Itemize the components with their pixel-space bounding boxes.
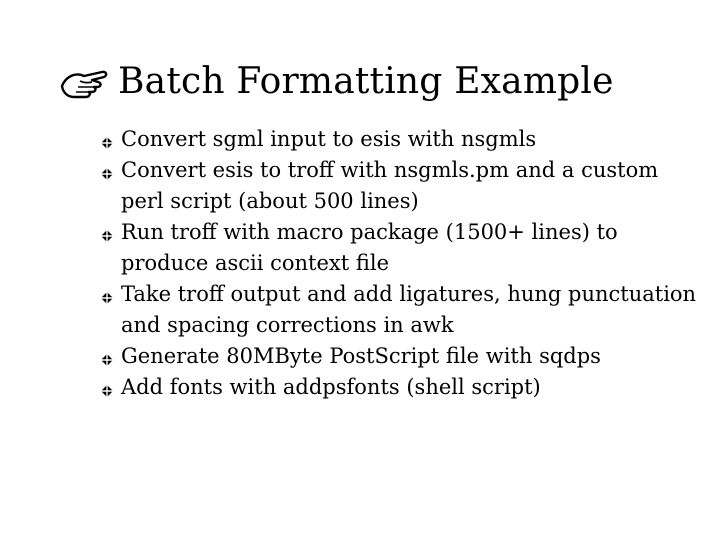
diamond-bullet-icon (100, 167, 114, 181)
list-item (100, 372, 700, 403)
slide-title-row (58, 58, 614, 106)
bullet-text: Add fonts with addpsfonts (shell script) (121, 375, 541, 399)
bullet-text: Convert esis to troff with nsgmls.pm and a custom perl script (about 500 lines) (121, 158, 659, 213)
hand-pointing-icon (58, 64, 110, 100)
bullet-text: Take troff output and add ligatures, hung punctuation and spacing corrections in awk (121, 282, 697, 337)
bullet-text: Generate 80MByte PostScript file with sqdps (121, 344, 601, 368)
list-item (100, 124, 700, 155)
diamond-bullet-icon (100, 353, 114, 367)
diamond-bullet-icon (100, 229, 114, 243)
list-item (100, 155, 700, 217)
bullet-text: Run troff with macro package (1500+ lines) to produce ascii context file (121, 220, 618, 275)
list-item (100, 341, 700, 372)
page-title: Batch Formatting Example (118, 61, 614, 102)
list-item (100, 279, 700, 341)
diamond-bullet-icon (100, 136, 114, 150)
diamond-bullet-icon (100, 291, 114, 305)
list-item (100, 217, 700, 279)
diamond-bullet-icon (100, 384, 114, 398)
bullet-text: Convert sgml input to esis with nsgmls (121, 127, 537, 151)
bullet-list (100, 124, 700, 403)
